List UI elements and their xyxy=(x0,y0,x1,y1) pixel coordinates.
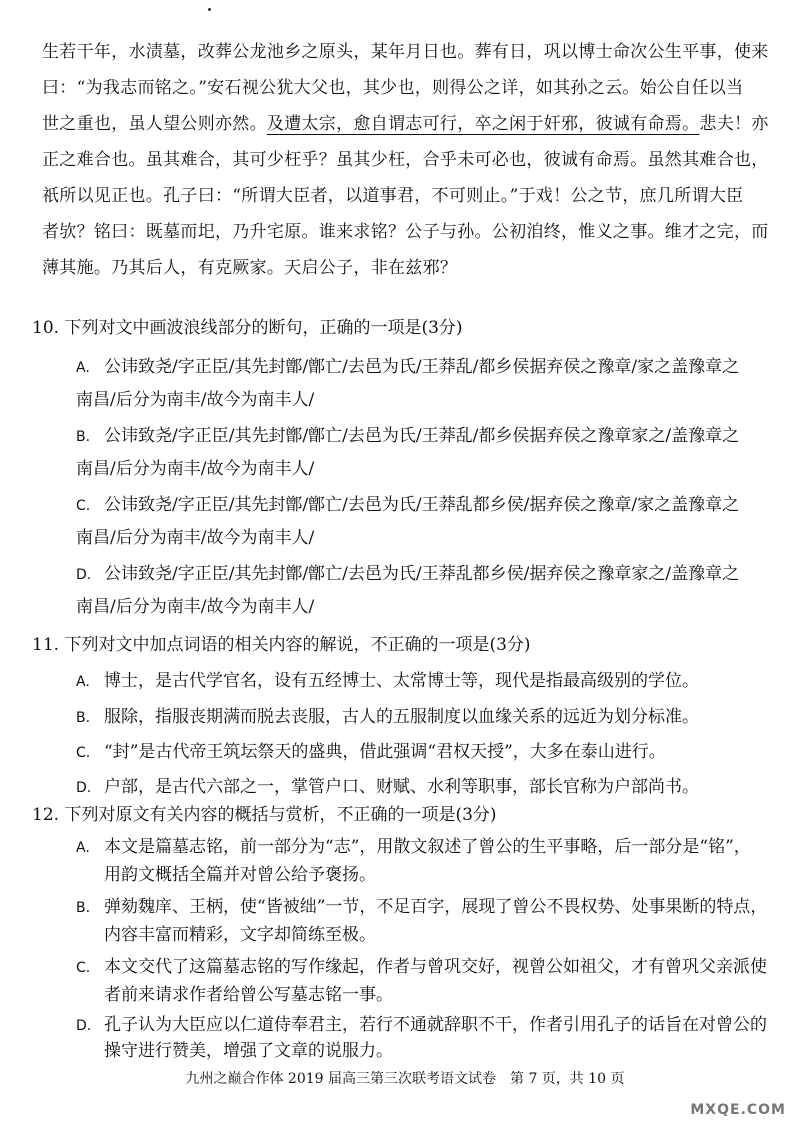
option-letter: A. xyxy=(76,840,90,856)
watermark-text: MXQE.COM xyxy=(690,1102,786,1118)
underlined-sentence: 及遭太宗，愈自谓志可行，卒之闲于奸邪，彼诚有命焉。 xyxy=(266,114,700,134)
question-11-option-d xyxy=(76,772,699,802)
passage-line-7: 薄其施。乃其后人，有克厥家。天启公子，非在兹邪？ xyxy=(42,258,458,278)
option-letter: C. xyxy=(76,498,91,514)
passage-line-3 xyxy=(42,106,777,142)
question-11-stem: 11. 下列对文中加点词语的相关内容的解说，不正确的一项是(3分) xyxy=(32,635,531,655)
question-10-option-d xyxy=(76,559,739,589)
passage-line-6: 者欤？铭曰：既墓而圯，乃升宅原。谁来求铭？公子与孙。公初洎终，惟义之事。维才之完，而 xyxy=(42,222,769,242)
option-letter: B. xyxy=(76,710,91,726)
question-10-option-c xyxy=(76,490,739,520)
option-text: “封”是古代帝王筑坛祭天的盛典，借此强调“君权天授”，大多在泰山进行。 xyxy=(104,742,666,762)
option-text: 服除，指服丧期满而脱去丧服，古人的五服制度以血缘关系的远近为划分标准。 xyxy=(104,707,699,727)
passage-line-3-head: 世之重也，虽人望公则亦然。 xyxy=(42,114,267,134)
option-letter: C. xyxy=(76,960,91,976)
question-12-option-c xyxy=(76,952,767,982)
question-10-option-d-cont: 南昌/后分为南丰/故今为南丰人/ xyxy=(76,597,315,617)
question-12-option-a-cont: 用韵文概括全篇并对曾公给予褒扬。 xyxy=(104,865,376,885)
option-text: 本文交代了这篇墓志铭的写作缘起，作者与曾巩交好，视曾公如祖父，才有曾巩父亲派使 xyxy=(104,957,767,977)
option-text: 公讳致尧/字正臣/其先封鄫/鄫亡/去邑为氏/王莽乱都乡侯/据弃侯之豫章/家之盖豫章之 xyxy=(104,495,740,515)
option-letter: B. xyxy=(76,900,91,916)
question-12-option-c-cont: 者前来请求作者给曾公写墓志铭一事。 xyxy=(104,985,393,1005)
question-11-option-b xyxy=(76,702,699,732)
option-text: 博士，是古代学官名，设有五经博士、太常博士等，现代是指最高级别的学位。 xyxy=(104,671,699,691)
option-text: 本文是篇墓志铭，前一部分为“志”，用散文叙述了曾公的生平事略，后一部分是“铭”， xyxy=(104,837,751,857)
option-letter: A. xyxy=(76,674,90,690)
question-11-option-a xyxy=(76,666,699,696)
option-text: 公讳致尧/字正臣/其先封鄫/鄫亡/去邑为氏/王莽乱都乡侯/据弃侯之豫章家之/盖豫章之 xyxy=(104,564,740,584)
question-10-option-b xyxy=(76,421,739,451)
page-footer: 九州之巅合作体 2019 届高三第三次联考语文试卷 第 7 页，共 10 页 xyxy=(185,1071,625,1087)
option-letter: C. xyxy=(76,745,91,761)
option-letter: B. xyxy=(76,429,91,445)
option-letter: D. xyxy=(76,567,92,583)
question-10-option-b-cont: 南昌/后分为南丰/故今为南丰人/ xyxy=(76,459,315,479)
question-10-option-a-cont: 南昌/后分为南丰/故今为南丰人/ xyxy=(76,390,315,410)
print-dot xyxy=(208,8,211,11)
question-10-stem: 10. 下列对文中画波浪线部分的断句，正确的一项是(3分) xyxy=(32,318,463,338)
question-12-option-d-cont: 操守进行赞美，增强了文章的说服力。 xyxy=(104,1041,393,1061)
passage-line-1: 生若干年，水渍墓，改葬公龙池乡之原头，某年月日也。葬有日，巩以博士命次公生平事，使来 xyxy=(42,42,769,62)
option-letter: D. xyxy=(76,780,92,796)
question-12-option-a xyxy=(76,832,751,862)
question-10-option-a xyxy=(76,352,739,382)
passage-line-4: 正之难合也。虽其难合，其可少枉乎？虽其少枉，合乎未可必也，彼诚有命焉。虽然其难合也， xyxy=(42,150,769,170)
passage-line-2: 曰：“为我志而铭之。”安石视公犹大父也，其少也，则得公之详，如其孙之云。始公自任以当 xyxy=(42,78,744,98)
option-text: 孔子认为大臣应以仁道侍奉君主，若行不通就辞职不干，作者引用孔子的话旨在对曾公的 xyxy=(104,1015,767,1035)
option-text: 公讳致尧/字正臣/其先封鄫/鄫亡/去邑为氏/王莽乱/都乡侯据弃侯之豫章家之/盖豫章之 xyxy=(104,426,740,446)
passage-line-5: 祇所以见正也。孔子曰：“所谓大臣者，以道事君，不可则止。”于戏！公之节，庶几所谓大臣 xyxy=(42,186,744,206)
passage-line-3-tail: 悲夫！亦 xyxy=(699,114,769,134)
option-letter: D. xyxy=(76,1018,92,1034)
question-11-option-c xyxy=(76,737,666,767)
question-12-stem: 12. 下列对原文有关内容的概括与赏析，不正确的一项是(3分) xyxy=(32,805,497,825)
option-text: 弹劾魏庠、王柄，使“皆被绌”一节，不足百字，展现了曾公不畏权势、处事果断的特点， xyxy=(104,897,768,917)
option-text: 户部，是古代六部之一，掌管户口、财赋、水利等职事，部长官称为户部尚书。 xyxy=(104,777,699,797)
option-text: 公讳致尧/字正臣/其先封鄫/鄫亡/去邑为氏/王莽乱/都乡侯据弃侯之豫章/家之盖豫章之 xyxy=(104,357,740,377)
classical-passage xyxy=(42,34,777,286)
question-12-option-b-cont: 内容丰富而精彩，文字却简练至极。 xyxy=(104,925,376,945)
question-12-option-b xyxy=(76,892,767,922)
question-10-option-c-cont: 南昌/后分为南丰/故今为南丰人/ xyxy=(76,528,315,548)
option-letter: A. xyxy=(76,360,90,376)
